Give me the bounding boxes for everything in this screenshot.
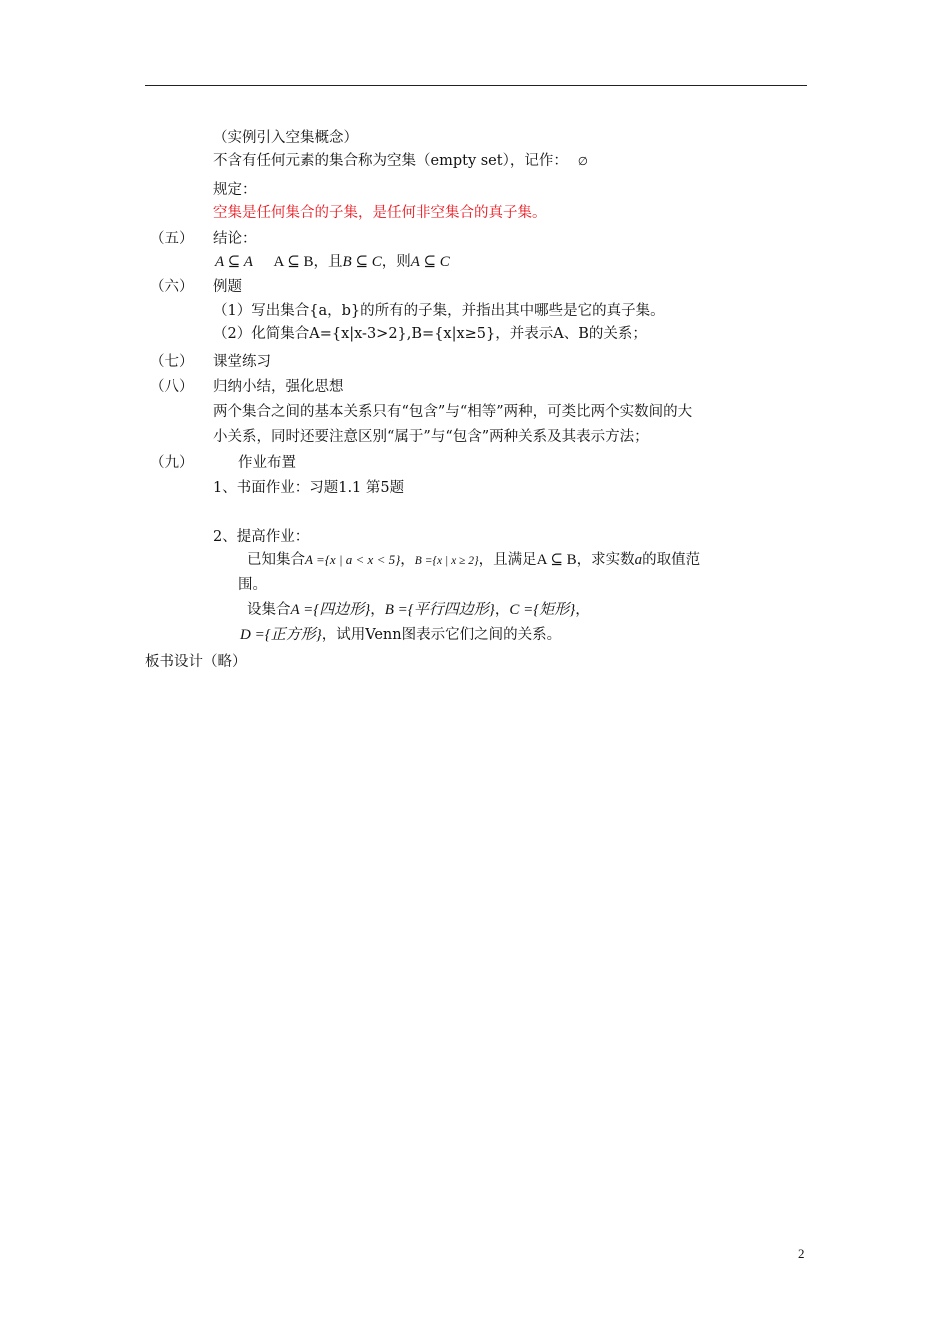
q2-text-a: 设集合 bbox=[247, 602, 291, 618]
q1-set-b: B ={x | x ≥ 2} bbox=[414, 555, 479, 567]
section-6-number: （六） bbox=[150, 279, 194, 295]
question-2-line-1: 设集合A ={四边形}，B ={平行四边形}，C ={矩形}， bbox=[247, 602, 590, 618]
q1-text-d: 的取值范 bbox=[642, 552, 701, 568]
example-1: （1）写出集合{a，b}的所有的子集，并指出其中哪些是它的真子集。 bbox=[213, 303, 665, 319]
question-1-line-2: 围。 bbox=[238, 577, 267, 593]
summary-line-2: 小关系，同时还要注意区别“属于”与“包含”两种关系及其表示方法； bbox=[213, 429, 649, 445]
homework-2: 2、提高作业： bbox=[213, 529, 310, 545]
intro-line-2 bbox=[213, 151, 588, 172]
q2-set-a: A ={四边形} bbox=[290, 602, 371, 618]
q1-set-a: A ={x | a < x < 5} bbox=[305, 552, 401, 567]
section-5-conclusion bbox=[215, 252, 450, 272]
section-9-title: 作业布置 bbox=[238, 455, 296, 471]
q1-separator: ， bbox=[400, 552, 415, 568]
intro-line-1: （实例引入空集概念） bbox=[213, 130, 358, 146]
section-8-title: 归纳小结，强化思想 bbox=[213, 379, 344, 395]
empty-set-definition: 不含有任何元素的集合称为空集（empty set），记作： bbox=[213, 153, 568, 169]
q1-text-c: ，求实数 bbox=[576, 552, 635, 568]
section-5-number: （五） bbox=[150, 231, 194, 247]
q1-text-b: ，且满足 bbox=[478, 552, 537, 568]
section-9-number: （九） bbox=[150, 455, 194, 471]
section-6-title: 例题 bbox=[213, 279, 242, 295]
intro-line-3: 规定： bbox=[213, 182, 257, 198]
example-2: （2）化简集合A={x|x-3>2},B={x|x≥5}，并表示A、B的关系； bbox=[213, 326, 647, 342]
summary-line-1: 两个集合之间的基本关系只有“包含”与“相等”两种，可类比两个实数间的大 bbox=[213, 404, 693, 420]
header-rule bbox=[145, 85, 807, 86]
homework-1: 1、书面作业：习题1.1 第5题 bbox=[213, 480, 405, 496]
empty-set-symbol: ∅ bbox=[577, 156, 588, 168]
q2-set-b: B ={平行四边形} bbox=[384, 602, 495, 618]
section-7-number: （七） bbox=[150, 354, 194, 370]
section-7-title: 课堂练习 bbox=[213, 354, 271, 370]
conclusion-text-1: ，且 bbox=[313, 254, 343, 270]
page-number: 2 bbox=[798, 1246, 805, 1261]
formula-a-subset-c: A ⊆ C bbox=[410, 254, 450, 270]
section-8-number: （八） bbox=[150, 379, 194, 395]
question-2-line-2 bbox=[240, 625, 561, 645]
formula-b-subset-c: B ⊆ C bbox=[342, 254, 382, 270]
q2-text-b: ，试用Venn图表示它们之间的关系。 bbox=[321, 627, 562, 643]
q2-set-c: C ={矩形} bbox=[509, 602, 576, 618]
formula-a-subset-b: A ⊆ B bbox=[273, 254, 314, 270]
board-design: 板书设计（略） bbox=[145, 654, 247, 670]
q1-variable: a bbox=[634, 552, 643, 568]
formula-a-subset-a: A ⊆ A bbox=[215, 254, 253, 270]
empty-set-rule: 空集是任何集合的子集，是任何非空集合的真子集。 bbox=[213, 205, 547, 221]
q2-set-d: D ={正方形} bbox=[240, 627, 322, 643]
q1-text-a: 已知集合 bbox=[247, 552, 305, 568]
q1-relation: A ⊆ B bbox=[536, 552, 577, 568]
section-5-title: 结论： bbox=[213, 231, 257, 247]
conclusion-text-2: ，则 bbox=[381, 254, 411, 270]
question-1-line-1 bbox=[247, 550, 700, 571]
